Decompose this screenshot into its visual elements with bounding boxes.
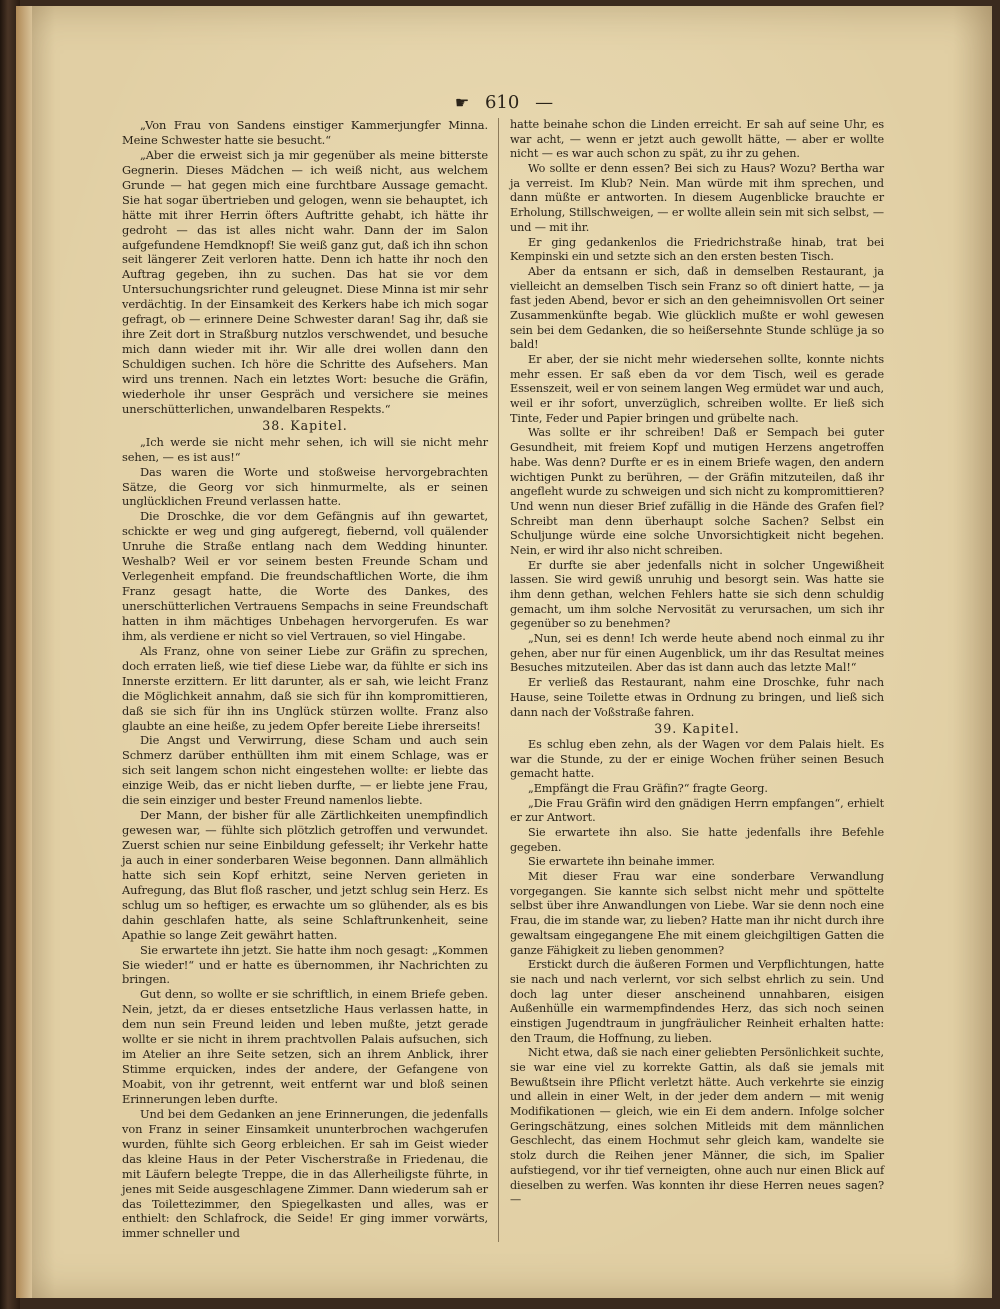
paragraph: hatte beinahe schon die Linden erreicht. Er sah auf seine Uhr, es war acht, — wenn er jetzt auch gewollt hätte, — aber er wollte nicht — es war auch schon zu spät, zu ihr zu gehen. bbox=[510, 118, 884, 161]
paragraph: Als Franz, ohne von seiner Liebe zur Gräfin zu sprechen, doch erraten ließ, wie tief diese Liebe war, da fühlte er sich ins Innerste erzittern. Er litt darunter, als er sah, wie leicht Franz die Möglichkeit annahm, daß sie sich für ihn kompromittieren, daß sie sich für ihn ins Unglück stürzen wollte. Franz also glaubte an eine heiße, zu jedem Opfer bereite Liebe ihrerseits! bbox=[122, 643, 488, 733]
paragraph: „Empfängt die Frau Gräfin?“ fragte Georg. bbox=[528, 781, 768, 795]
paragraph: Sie erwartete ihn beinahe immer. bbox=[528, 855, 715, 869]
chapter-heading: 38. Kapitel. bbox=[262, 417, 348, 433]
header-dash: — bbox=[535, 92, 554, 113]
paragraph: Wo sollte er denn essen? Bei sich zu Haus? Wozu? Bertha war ja verreist. Im Klub? Nein. Man würde mit ihm sprechen, und dann müßte er antworten. In diesem Augenblicke brauchte er Erholung, Stillschweigen, — er wollte allein sein mit sich selbst, — und — mit ihr. bbox=[510, 162, 884, 234]
right-text-column bbox=[510, 118, 884, 1208]
page-edge-shadow bbox=[16, 6, 32, 1298]
paragraph: Das waren die Worte und stoßweise hervorgebrachten Sätze, die Georg vor sich hinmurmelte, als er seinen unglücklichen Freund verlassen hatte. bbox=[122, 464, 488, 509]
chapter-heading: 39. Kapitel. bbox=[654, 721, 740, 737]
paragraph: Nicht etwa, daß sie nach einer geliebten Persönlichkeit suchte, sie war eine viel zu korrekte Gattin, als daß sie jemals mit Bewußtsein ihre Pflicht verletzt hätte. Auch verkehrte sie einzig und allein in einer Welt, in der jeder dem andern — mit wenig Modifikationen — gleich, wie ein Ei dem andern. Infolge solcher Geringschätzung, eines solchen Mitleids mit dem männlichen Geschlecht, das einem Hochmut sehr gleich kam, wandelte sie stolz durch die Reihen jener Männer, die sich, im Spalier aufstiegend, vor ihr tief verneigten, ohne auch nur einen Blick auf dieselben zu werfen. Was konnten ihr diese Herren neues sagen? — bbox=[510, 1046, 884, 1207]
paragraph: Und bei dem Gedanken an jene Erinnerungen, die jedenfalls von Franz in seiner Einsamkeit ununterbrochen wachgerufen wurden, fühlte sich Georg erbleichen. Er sah im Geist wieder das kleine Haus in der Peter Vischerstraße in Friedenau, die mit Läufern belegte Treppe, die in das Allerheiligste führte, in jenes mit Seide ausgeschlagene Zimmer. Dann wiederum sah er das Toilettezimmer, den Spiegelkasten und alles, was er enthielt: den Schlafrock, die Seide! Er ging immer vorwärts, immer schneller und bbox=[122, 1106, 488, 1241]
paragraph: Erstickt durch die äußeren Formen und Verpflichtungen, hatte sie nach und nach verlernt, vor sich selbst ehrlich zu sein. Und doch lag unter dieser anscheinend unnahbaren, eisigen Außenhülle ein warmempfindendes Herz, das sich noch seinen einstigen Jugendtraum in jungfräulicher Reinheit erhalten hatte: den Traum, die Hoffnung, zu lieben. bbox=[510, 958, 884, 1045]
paragraph: „Ich werde sie nicht mehr sehen, ich will sie nicht mehr sehen, — es ist aus!“ bbox=[122, 434, 488, 464]
paragraph: „Nun, sei es denn! Ich werde heute abend noch einmal zu ihr gehen, aber nur für einen Augenblick, um ihr das Resultat meines Besuches mitzuteilen. Aber das ist dann auch das letzte Mal!“ bbox=[510, 632, 884, 675]
pointing-hand-icon: ☛ bbox=[454, 93, 470, 112]
paragraph: Er durfte sie aber jedenfalls nicht in solcher Ungewißheit lassen. Sie wird gewiß unruhig und besorgt sein. Was hatte sie ihm denn gethan, welchen Fehlers hatte sie sich denn schuldig gemacht, um ihm solche Nervosität zu verursachen, um sich ihr gegenüber so zu benehmen? bbox=[510, 558, 884, 631]
paragraph: Was sollte er ihr schreiben! Daß er Sempach bei guter Gesundheit, mit freiem Kopf und mutigen Herzens angetroffen habe. Was denn? Durfte er es in einem Briefe wagen, den andern wichtigen Punkt zu berühren, — der Gräfin mitzuteilen, daß ihr angefleht wurde zu schweigen und sich nicht zu kompromittieren? Und wenn nun dieser Brief zufällig in die Hände des Grafen fiel? Schreibt man denn überhaupt solche Sachen? Selbst ein Schuljunge würde eine solche Unvorsichtigkeit nicht begehen. Nein, er wird ihr also nicht schreiben. bbox=[510, 426, 884, 557]
paragraph: Er verließ das Restaurant, nahm eine Droschke, fuhr nach Hause, seine Toilette etwas in Ordnung zu bringen, und ließ sich dann nach der Voßstraße fahren. bbox=[510, 676, 884, 719]
column-divider bbox=[498, 118, 499, 1242]
paragraph: Aber da entsann er sich, daß in demselben Restaurant, ja vielleicht an demselben Tisch sein Franz so oft diniert hatte, — ja fast jeden Abend, bevor er sich an den geheimnisvollen Ort seiner Zusammenkünfte begab. Wie glücklich mußte er wohl gewesen sein bei dem Gedanken, die so heißersehnte Stunde schlüge ja so bald! bbox=[510, 264, 884, 352]
paragraph: „Von Frau von Sandens einstiger Kammerjungfer Minna. Meine Schwester hatte sie besucht.“ bbox=[122, 118, 488, 147]
paragraph: Der Mann, der bisher für alle Zärtlichkeiten unempfindlich gewesen war, — fühlte sich plötzlich getroffen und verwundet. Zuerst schien nur seine Einbildung gefesselt; ihr Verkehr hatte ja auch in einer sonderbaren Weise begonnen. Dann allmählich hatte sich sein Kopf erhitzt, seine Nerven gerieten in Aufregung, das Blut floß rascher, und jetzt schlug sein Herz. Es schlug um so heftiger, es erwachte um so glühender, als es bis dahin geschlafen hatte, als seine Schlaftrunkenheit, seine Apathie so lange Zeit gewährt hatten. bbox=[122, 808, 488, 942]
left-text-column bbox=[122, 118, 488, 1241]
paragraph: Die Angst und Verwirrung, diese Scham und auch sein Schmerz darüber enthüllten ihm mit einem Schlage, was er sich seit langem schon nicht eingestehen wollte: er liebte das einzige Weib, das er nicht lieben durfte, — er liebte jene Frau, die sein einziger und bester Freund namenlos liebte. bbox=[122, 733, 488, 808]
paragraph: „Aber die erweist sich ja mir gegenüber als meine bitterste Gegnerin. Dieses Mädchen — ich weiß nicht, aus welchem Grunde — hat gegen mich eine furchtbare Aussage gemacht. Sie hat sogar übertrieben und gelogen, wenn sie behauptet, ich hätte mit ihrer Herrin öfters Auftritte gehabt, ich hätte ihr gedroht — das ist alles nicht wahr. Dann der im Salon aufgefundene Hemdknopf! Sie weiß ganz gut, daß ich ihn schon seit längerer Zeit verloren hatte. Denn ich hatte ihr noch den Auftrag gegeben, ihn zu suchen. Das hat sie vor dem Untersuchungsrichter rund geleugnet. Diese Minna ist mir sehr verdächtig. In der Einsamkeit des Kerkers habe ich mich sogar gefragt, ob — erinnere Deine Schwester daran! Sag ihr, daß sie ihre Zeit dort in Straßburg nutzlos verschwendet, und besuche mich dann wieder mit ihr. Wir alle drei wollen dann den Schuldigen suchen. Ich höre die Schritte des Aufsehers. Man wird uns trennen. Nach ein letztes Wort: besuche die Gräfin, wiederhole ihr unser Gespräch und versichere sie meines unerschütterlichen, unwandelbaren Respekts.“ bbox=[122, 147, 488, 416]
page-header bbox=[16, 92, 992, 113]
paragraph: Sie erwartete ihn jetzt. Sie hatte ihm noch gesagt: „Kommen Sie wieder!“ und er hatte es übernommen, ihr Nachrichten zu bringen. bbox=[122, 942, 488, 987]
paragraph: Sie erwartete ihn also. Sie hatte jedenfalls ihre Befehle gegeben. bbox=[510, 826, 884, 854]
page-number: 610 bbox=[484, 92, 520, 113]
paragraph: Mit dieser Frau war eine sonderbare Verwandlung vorgegangen. Sie kannte sich selbst nicht mehr und spöttelte selbst über ihre Anwandlungen von Liebe. War sie denn noch eine Frau, die im stande war, zu lieben? Hatte man ihr nicht durch ihre gewaltsam eingegangene Ehe mit einem gleichgiltigen Gatten die ganze Fähigkeit zu lieben genommen? bbox=[510, 870, 884, 957]
paragraph: Er aber, der sie nicht mehr wiedersehen sollte, konnte nichts mehr essen. Er saß eben da vor dem Tisch, weil es gerade Essenszeit, weil er von seinem langen Weg ermüdet war und auch, weil er ihr sofort, unverzüglich, schreiben wollte. Er ließ sich Tinte, Feder und Papier bringen und grübelte nach. bbox=[510, 353, 884, 425]
paragraph: Gut denn, so wollte er sie schriftlich, in einem Briefe geben. Nein, jetzt, da er dieses entsetzliche Haus verlassen hatte, in dem nun sein Freund leiden und leben mußte, jetzt gerade wollte er sie nicht in ihrem prachtvollen Palais aufsuchen, sich im Atelier an ihre Seite setzen, sich an ihrem Anblick, ihrer Stimme erquicken, indes der andere, der Gefangene von Moabit, von ihr getrennt, weit entfernt war und bloß seinen Erinnerungen leben durfte. bbox=[122, 987, 488, 1106]
paragraph: Er ging gedankenlos die Friedrichstraße hinab, trat bei Kempinski ein und setzte sich an den ersten besten Tisch. bbox=[510, 235, 884, 264]
paragraph: Die Droschke, die vor dem Gefängnis auf ihn gewartet, schickte er weg und ging aufgeregt, fiebernd, voll quälender Unruhe die Straße entlang nach dem Wedding hinunter. Weshalb? Weil er vor seinem besten Freunde Scham und Verlegenheit empfand. Die freundschaftlichen Worte, die ihm Franz gesagt hatte, die Worte des Dankes, des unerschütterlichen Vertrauens Sempachs in seine Freundschaft hatten in ihm mächtiges Unbehagen hervorgerufen. Es war ihm, als verdiene er nicht so viel Vertrauen, so viel Hingabe. bbox=[122, 509, 488, 643]
paragraph: „Die Frau Gräfin wird den gnädigen Herrn empfangen“, erhielt er zur Antwort. bbox=[510, 796, 884, 825]
paragraph: Es schlug eben zehn, als der Wagen vor dem Palais hielt. Es war die Stunde, zu der er einige Wochen früher seinen Besuch gemacht hatte. bbox=[510, 737, 884, 781]
